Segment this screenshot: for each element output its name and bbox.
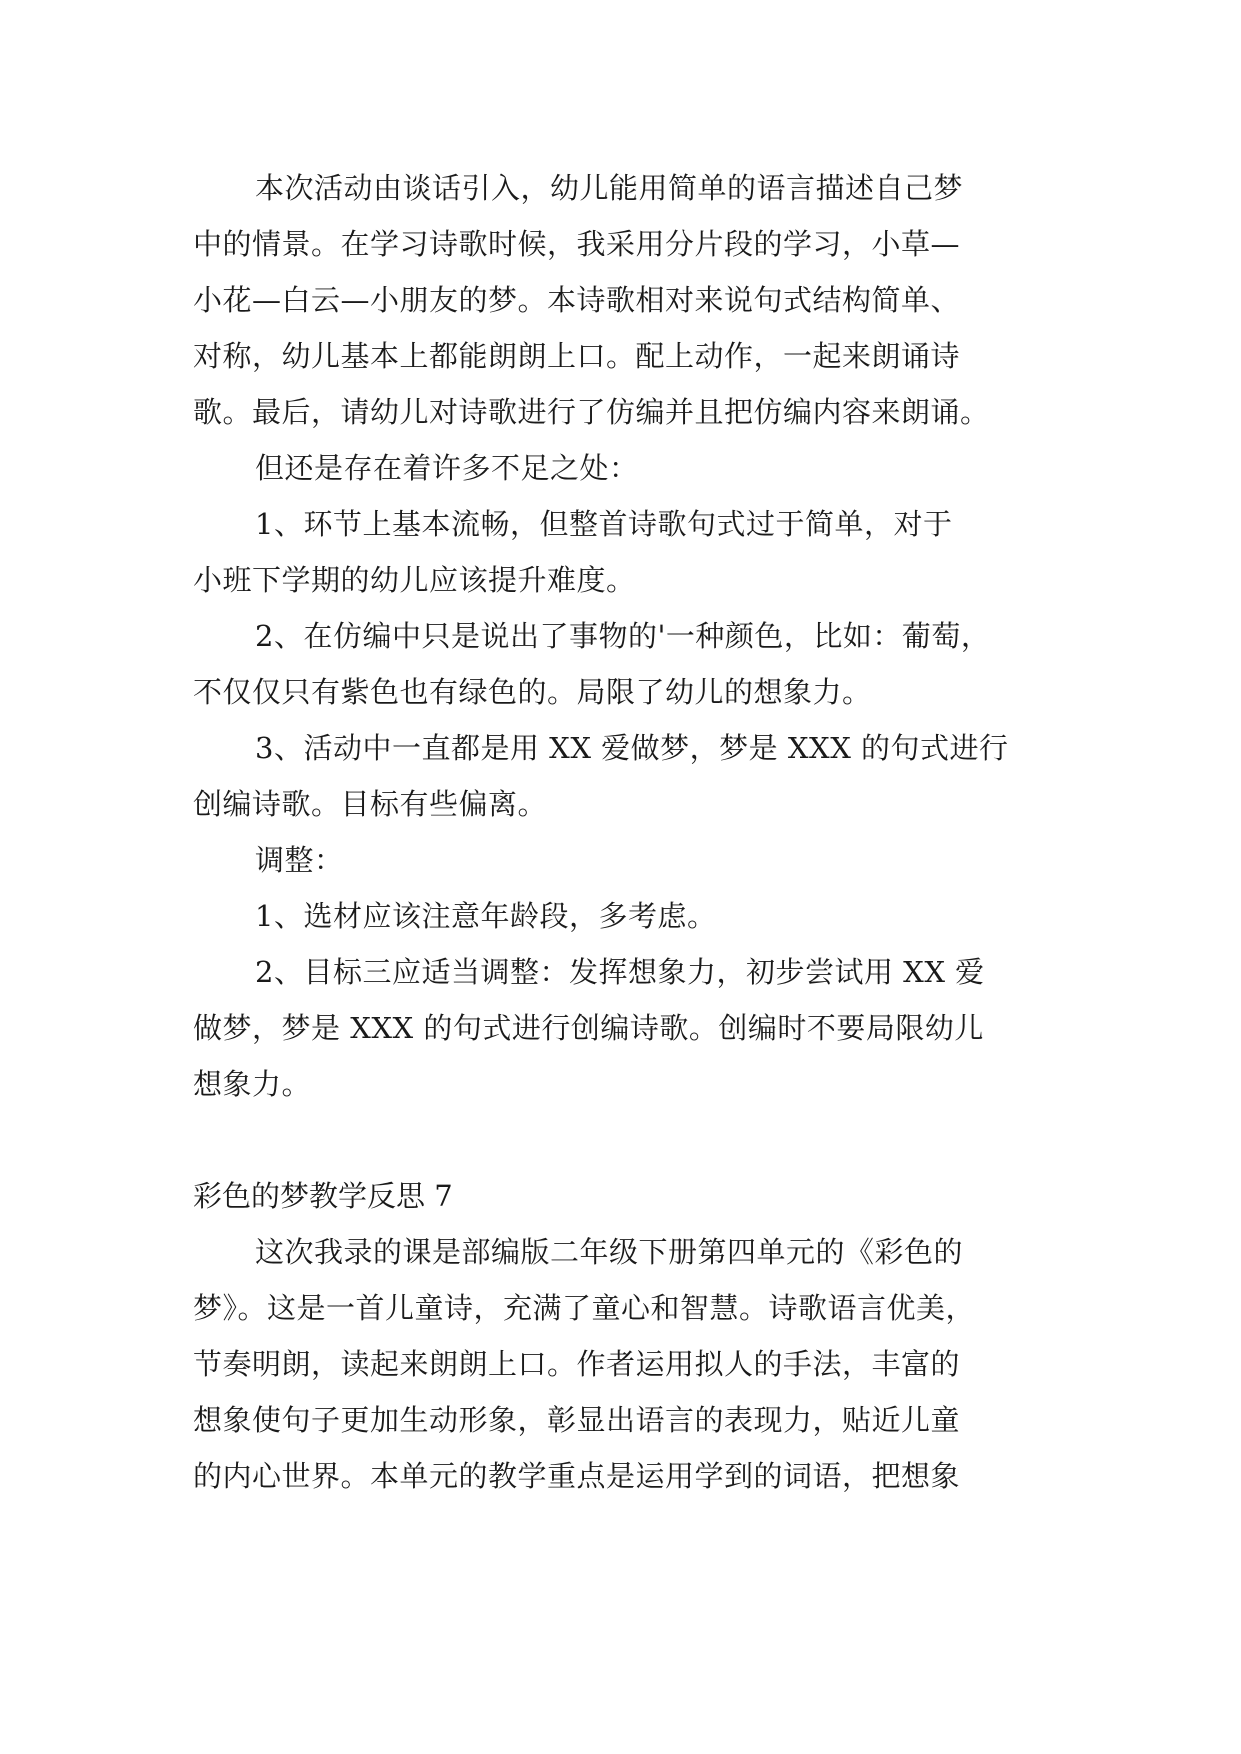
paragraph-activity-summary xyxy=(193,160,1063,440)
text-line: 中的情景。在学习诗歌时候，我采用分片段的学习，小草— xyxy=(193,227,961,261)
text-line: 1、环节上基本流畅，但整首诗歌句式过于简单，对于 xyxy=(255,507,953,541)
text-line: 创编诗歌。目标有些偏离。 xyxy=(193,787,548,821)
text-line: 节奏明朗，读起来朗朗上口。作者运用拟人的手法，丰富的 xyxy=(193,1347,961,1381)
text-line: 不仅仅只有紫色也有绿色的。局限了幼儿的想象力。 xyxy=(193,675,872,709)
text-line: 1、选材应该注意年龄段，多考虑。 xyxy=(255,899,717,933)
text-line: 歌。最后，请幼儿对诗歌进行了仿编并且把仿编内容来朗诵。 xyxy=(193,395,990,429)
paragraph-lesson-intro xyxy=(193,1224,1063,1504)
text-line: 小花—白云—小朋友的梦。本诗歌相对来说句式结构简单、 xyxy=(193,283,961,317)
text-line: 想象使句子更加生动形象，彰显出语言的表现力，贴近儿童 xyxy=(193,1403,961,1437)
section-spacer xyxy=(193,1112,1063,1168)
paragraph-adjust-label xyxy=(193,832,1063,888)
document-body xyxy=(193,160,1063,1504)
text-line: 小班下学期的幼儿应该提升难度。 xyxy=(193,563,636,597)
text-line: 本次活动由谈话引入，幼儿能用简单的语言描述自己梦 xyxy=(255,171,964,205)
text-line: 2、目标三应适当调整：发挥想象力，初步尝试用 XX 爱 xyxy=(255,955,985,989)
text-line: 2、在仿编中只是说出了事物的'一种颜色，比如：葡萄， xyxy=(255,619,991,653)
list-item-adjust-2 xyxy=(193,944,1063,1112)
section-heading: 彩色的梦教学反思 7 xyxy=(193,1179,453,1213)
text-line: 调整： xyxy=(255,843,344,877)
paragraph-shortcomings-intro xyxy=(193,440,1063,496)
text-line: 梦》。这是一首儿童诗，充满了童心和智慧。诗歌语言优美， xyxy=(193,1291,976,1325)
text-line: 的内心世界。本单元的教学重点是运用学到的词语，把想象 xyxy=(193,1459,961,1493)
text-line: 对称，幼儿基本上都能朗朗上口。配上动作，一起来朗诵诗 xyxy=(193,339,961,373)
list-item-adjust-1 xyxy=(193,888,1063,944)
text-line: 这次我录的课是部编版二年级下册第四单元的《彩色的 xyxy=(255,1235,964,1269)
text-line: 做梦，梦是 XXX 的句式进行创编诗歌。创编时不要局限幼儿 xyxy=(193,1011,984,1045)
list-item-shortcoming-3 xyxy=(193,720,1063,832)
text-line: 3、活动中一直都是用 XX 爱做梦，梦是 XXX 的句式进行 xyxy=(255,731,1009,765)
list-item-shortcoming-2 xyxy=(193,608,1063,720)
list-item-shortcoming-1 xyxy=(193,496,1063,608)
text-line: 但还是存在着许多不足之处： xyxy=(255,451,639,485)
text-line: 想象力。 xyxy=(193,1067,312,1101)
